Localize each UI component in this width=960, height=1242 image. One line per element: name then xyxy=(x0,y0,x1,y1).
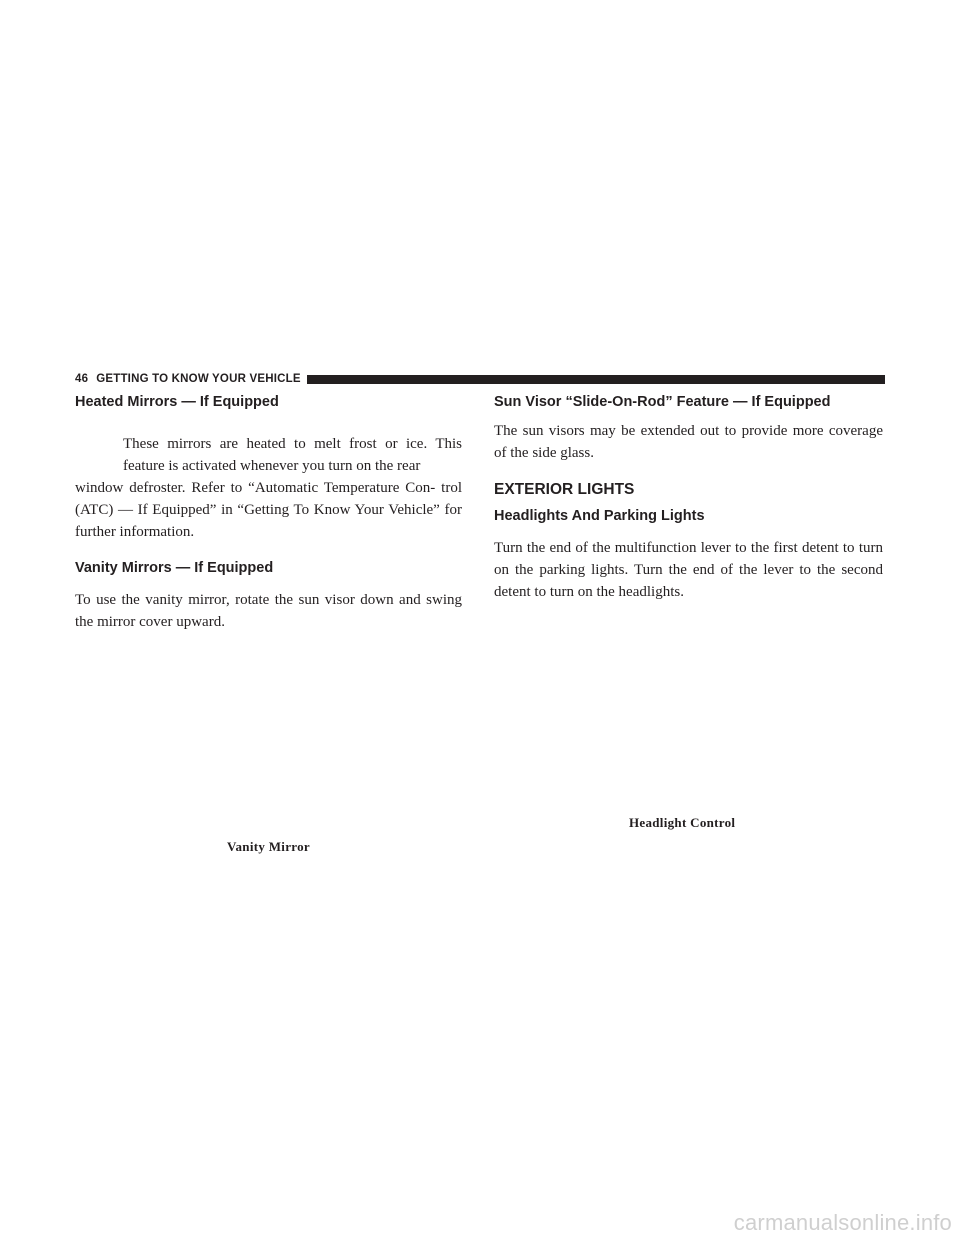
vanity-mirrors-body: To use the vanity mirror, rotate the sun visor down and swing the mirror cover upward. xyxy=(75,592,462,630)
right-column xyxy=(494,393,883,603)
left-column xyxy=(75,393,462,633)
vanity-mirror-caption: Vanity Mirror xyxy=(227,839,310,854)
section-title: GETTING TO KNOW YOUR VEHICLE xyxy=(96,373,301,385)
vanity-mirrors-heading: Vanity Mirrors — If Equipped xyxy=(75,560,274,576)
exterior-lights-heading: EXTERIOR LIGHTS xyxy=(494,481,635,498)
heated-mirrors-heading: Heated Mirrors — If Equipped xyxy=(75,394,279,410)
heated-mirrors-body-indented: These mirrors are heated to melt frost or ice. This feature is activated whenever you turn on the rear xyxy=(123,436,462,474)
page-number: 46 xyxy=(75,373,89,385)
watermark: carmanualsonline.info xyxy=(733,1210,952,1235)
heated-mirrors-body: window defroster. Refer to “Automatic Temperature Con- trol (ATC) — If Equipped” in “Getting To Know Your Vehicle” for further information. xyxy=(75,480,462,540)
headlight-control-caption: Headlight Control xyxy=(629,815,736,830)
sun-visor-heading: Sun Visor “Slide-On-Rod” Feature — If Equipped xyxy=(494,394,831,410)
vanity-mirror-figure xyxy=(75,616,462,836)
headlights-heading: Headlights And Parking Lights xyxy=(494,508,705,524)
headlights-body: Turn the end of the multifunction lever to the first detent to turn on the parking lights. Turn the end of the lever to the second detent to turn on the headlights. xyxy=(494,540,883,600)
headlight-control-figure xyxy=(494,595,883,810)
sun-visor-body: The sun visors may be extended out to provide more coverage of the side glass. xyxy=(494,423,883,461)
running-header xyxy=(75,372,885,386)
header-rule xyxy=(307,375,885,384)
